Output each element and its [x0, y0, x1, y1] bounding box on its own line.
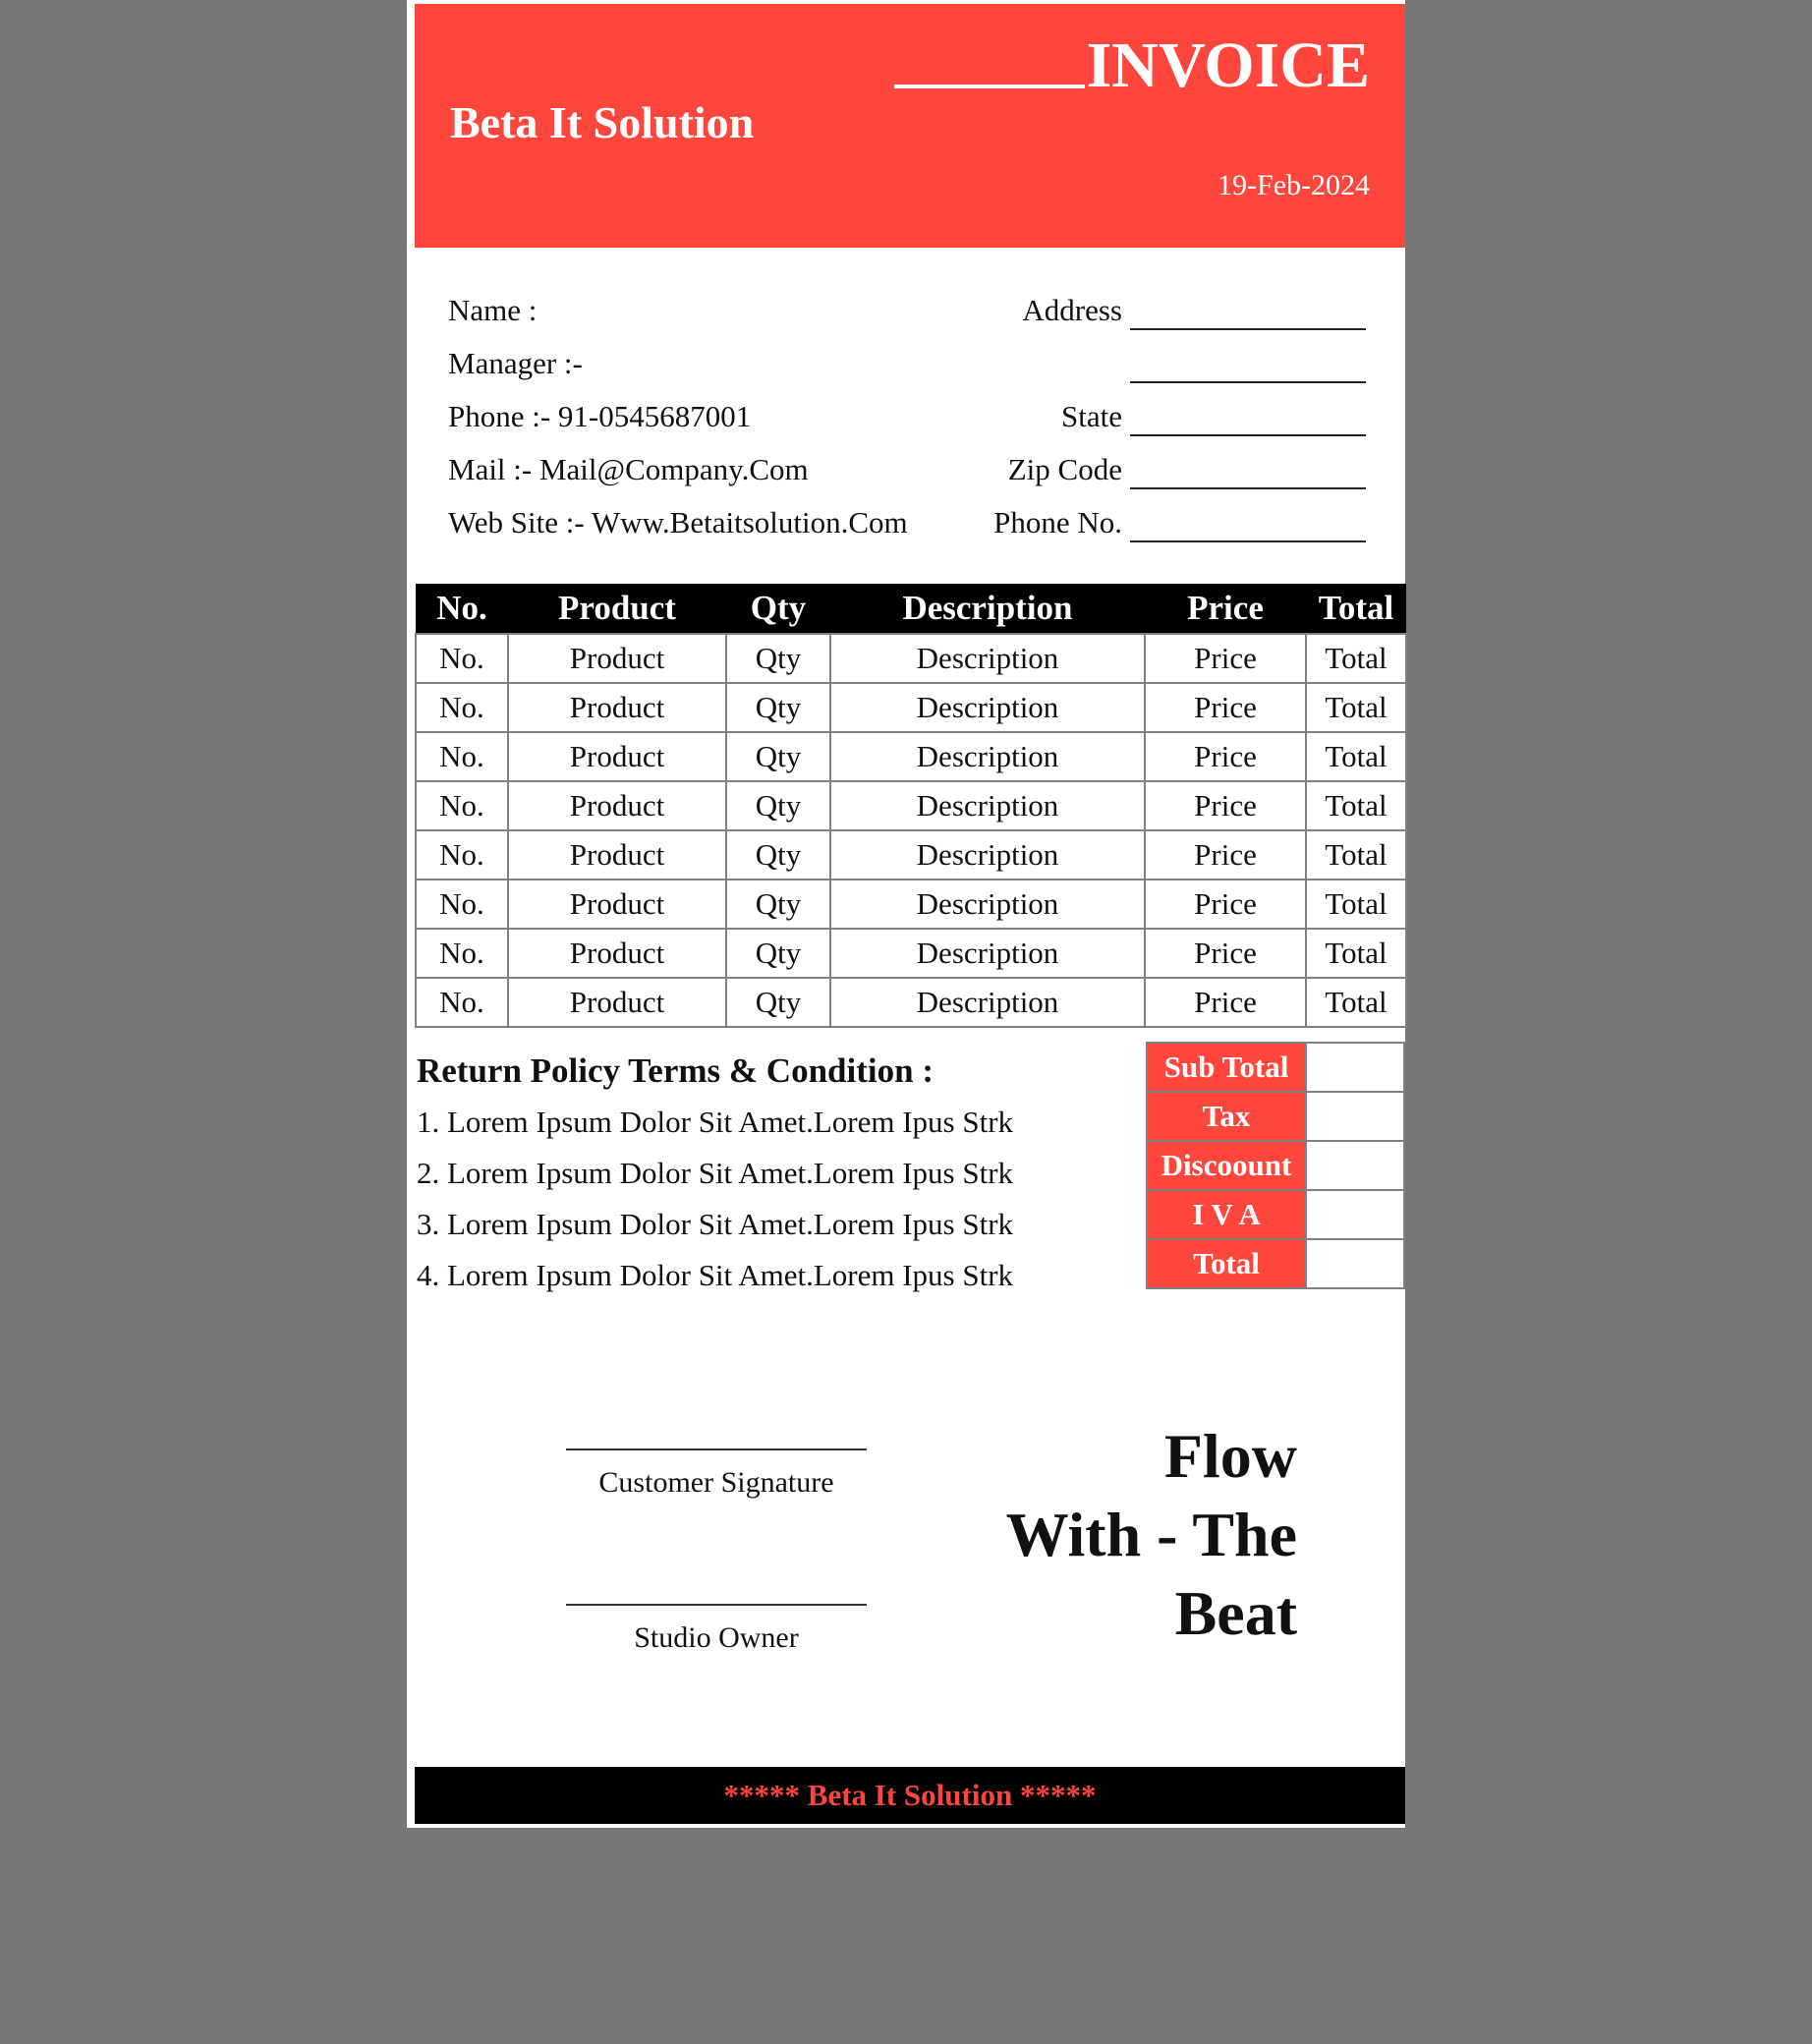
cell-description: Description: [830, 978, 1145, 1027]
cell-description: Description: [830, 634, 1145, 683]
cell-total: Total: [1306, 880, 1406, 929]
cell-description: Description: [830, 732, 1145, 781]
cell-qty: Qty: [726, 732, 830, 781]
cell-description: Description: [830, 880, 1145, 929]
subtotal-row: [1147, 1043, 1404, 1092]
table-row: [416, 781, 1406, 830]
customer-signature-block: [566, 1448, 867, 1500]
discount-label: Discoount: [1147, 1141, 1306, 1190]
cell-product: Product: [508, 830, 726, 880]
cell-price: Price: [1145, 978, 1306, 1027]
cell-no: No.: [416, 683, 508, 732]
tax-row: [1147, 1092, 1404, 1141]
owner-signature-line[interactable]: [566, 1604, 867, 1606]
cell-price: Price: [1145, 634, 1306, 683]
cell-no: No.: [416, 880, 508, 929]
iva-row: [1147, 1190, 1404, 1239]
contact-name: Name :: [448, 293, 538, 327]
terms-title: Return Policy Terms & Condition :: [417, 1051, 934, 1090]
cell-qty: Qty: [726, 978, 830, 1027]
col-header-price: Price: [1145, 584, 1306, 634]
cell-no: No.: [416, 978, 508, 1027]
cell-total: Total: [1306, 634, 1406, 683]
footer-banner: ***** Beta It Solution *****: [415, 1767, 1405, 1824]
slogan-line: Flow: [1163, 1421, 1297, 1491]
slogan: [904, 1417, 1297, 1653]
cell-product: Product: [508, 732, 726, 781]
company-name: Beta It Solution: [450, 97, 755, 147]
cell-product: Product: [508, 634, 726, 683]
cell-no: No.: [416, 929, 508, 978]
cell-qty: Qty: [726, 929, 830, 978]
address-line2-row: [953, 344, 1366, 397]
col-header-no: No.: [416, 584, 508, 634]
cell-product: Product: [508, 929, 726, 978]
invoice-title-wrap: [894, 29, 1370, 101]
cell-product: Product: [508, 781, 726, 830]
terms-section: [417, 1048, 1144, 1303]
cell-product: Product: [508, 683, 726, 732]
cell-qty: Qty: [726, 781, 830, 830]
cell-price: Price: [1145, 880, 1306, 929]
invoice-title: INVOICE: [1086, 29, 1370, 101]
table-row: [416, 732, 1406, 781]
owner-signature-block: [566, 1604, 867, 1655]
cell-description: Description: [830, 683, 1145, 732]
discount-row: [1147, 1141, 1404, 1190]
col-header-qty: Qty: [726, 584, 830, 634]
state-label: State: [1061, 399, 1122, 433]
cell-total: Total: [1306, 732, 1406, 781]
term-item: 2. Lorem Ipsum Dolor Sit Amet.Lorem Ipus Strk: [417, 1156, 1014, 1190]
col-header-description: Description: [830, 584, 1145, 634]
cell-product: Product: [508, 880, 726, 929]
col-header-product: Product: [508, 584, 726, 634]
grand-total-row: [1147, 1239, 1404, 1288]
items-table: [415, 584, 1407, 1028]
address-field-row: [953, 291, 1366, 344]
tax-label: Tax: [1147, 1092, 1306, 1141]
address-line2-input[interactable]: [1130, 344, 1366, 383]
customer-signature-label: Customer Signature: [598, 1466, 834, 1499]
phone-no-input-line[interactable]: [1130, 503, 1366, 542]
table-row: [416, 880, 1406, 929]
cell-qty: Qty: [726, 830, 830, 880]
slogan-line: Beat: [1174, 1578, 1297, 1648]
cell-total: Total: [1306, 830, 1406, 880]
state-field-row: [953, 397, 1366, 450]
table-row: [416, 830, 1406, 880]
table-row: [416, 929, 1406, 978]
table-row: [416, 978, 1406, 1027]
cell-qty: Qty: [726, 880, 830, 929]
contact-manager: Manager :-: [448, 346, 583, 380]
tax-value[interactable]: [1306, 1092, 1404, 1141]
discount-value[interactable]: [1306, 1141, 1404, 1190]
cell-price: Price: [1145, 732, 1306, 781]
cell-no: No.: [416, 830, 508, 880]
term-item: 3. Lorem Ipsum Dolor Sit Amet.Lorem Ipus Strk: [417, 1207, 1014, 1241]
cell-description: Description: [830, 781, 1145, 830]
address-input-line[interactable]: [1130, 291, 1366, 330]
phone-no-label: Phone No.: [993, 505, 1122, 539]
iva-label: I V A: [1147, 1190, 1306, 1239]
address-label: Address: [1022, 293, 1122, 327]
zip-field-row: [953, 450, 1366, 503]
cell-no: No.: [416, 781, 508, 830]
cell-price: Price: [1145, 781, 1306, 830]
cell-total: Total: [1306, 978, 1406, 1027]
state-input-line[interactable]: [1130, 397, 1366, 436]
grand-total-value[interactable]: [1306, 1239, 1404, 1288]
grand-total-label: Total: [1147, 1239, 1306, 1288]
zip-label: Zip Code: [1007, 452, 1122, 486]
table-row: [416, 683, 1406, 732]
term-item: 1. Lorem Ipsum Dolor Sit Amet.Lorem Ipus Strk: [417, 1105, 1014, 1139]
cell-qty: Qty: [726, 634, 830, 683]
contact-phone: Phone :- 91-0545687001: [448, 399, 752, 433]
title-underline-decoration: [894, 85, 1085, 88]
cell-product: Product: [508, 978, 726, 1027]
cell-total: Total: [1306, 781, 1406, 830]
slogan-line: With - The: [1005, 1500, 1297, 1569]
cell-price: Price: [1145, 929, 1306, 978]
cell-description: Description: [830, 830, 1145, 880]
contact-website: Web Site :- Www.Betaitsolution.Com: [448, 505, 908, 539]
cell-qty: Qty: [726, 683, 830, 732]
invoice-page: [407, 0, 1405, 1828]
col-header-total: Total: [1306, 584, 1406, 634]
cell-total: Total: [1306, 683, 1406, 732]
subtotal-value[interactable]: [1306, 1043, 1404, 1092]
table-row: [416, 634, 1406, 683]
invoice-date: 19-Feb-2024: [1217, 169, 1370, 201]
contact-mail: Mail :- Mail@Company.Com: [448, 452, 809, 486]
customer-fields: [953, 291, 1366, 556]
subtotal-label: Sub Total: [1147, 1043, 1306, 1092]
customer-signature-line[interactable]: [566, 1448, 867, 1450]
zip-input-line[interactable]: [1130, 450, 1366, 489]
cell-price: Price: [1145, 830, 1306, 880]
seller-contact-info: [448, 291, 908, 556]
totals-table: [1146, 1042, 1405, 1289]
cell-total: Total: [1306, 929, 1406, 978]
cell-description: Description: [830, 929, 1145, 978]
cell-no: No.: [416, 634, 508, 683]
owner-signature-label: Studio Owner: [634, 1621, 799, 1654]
iva-value[interactable]: [1306, 1190, 1404, 1239]
invoice-header: [415, 4, 1405, 248]
phone-field-row: [953, 503, 1366, 556]
items-header-row: [416, 584, 1406, 634]
cell-no: No.: [416, 732, 508, 781]
cell-price: Price: [1145, 683, 1306, 732]
term-item: 4. Lorem Ipsum Dolor Sit Amet.Lorem Ipus Strk: [417, 1258, 1014, 1292]
